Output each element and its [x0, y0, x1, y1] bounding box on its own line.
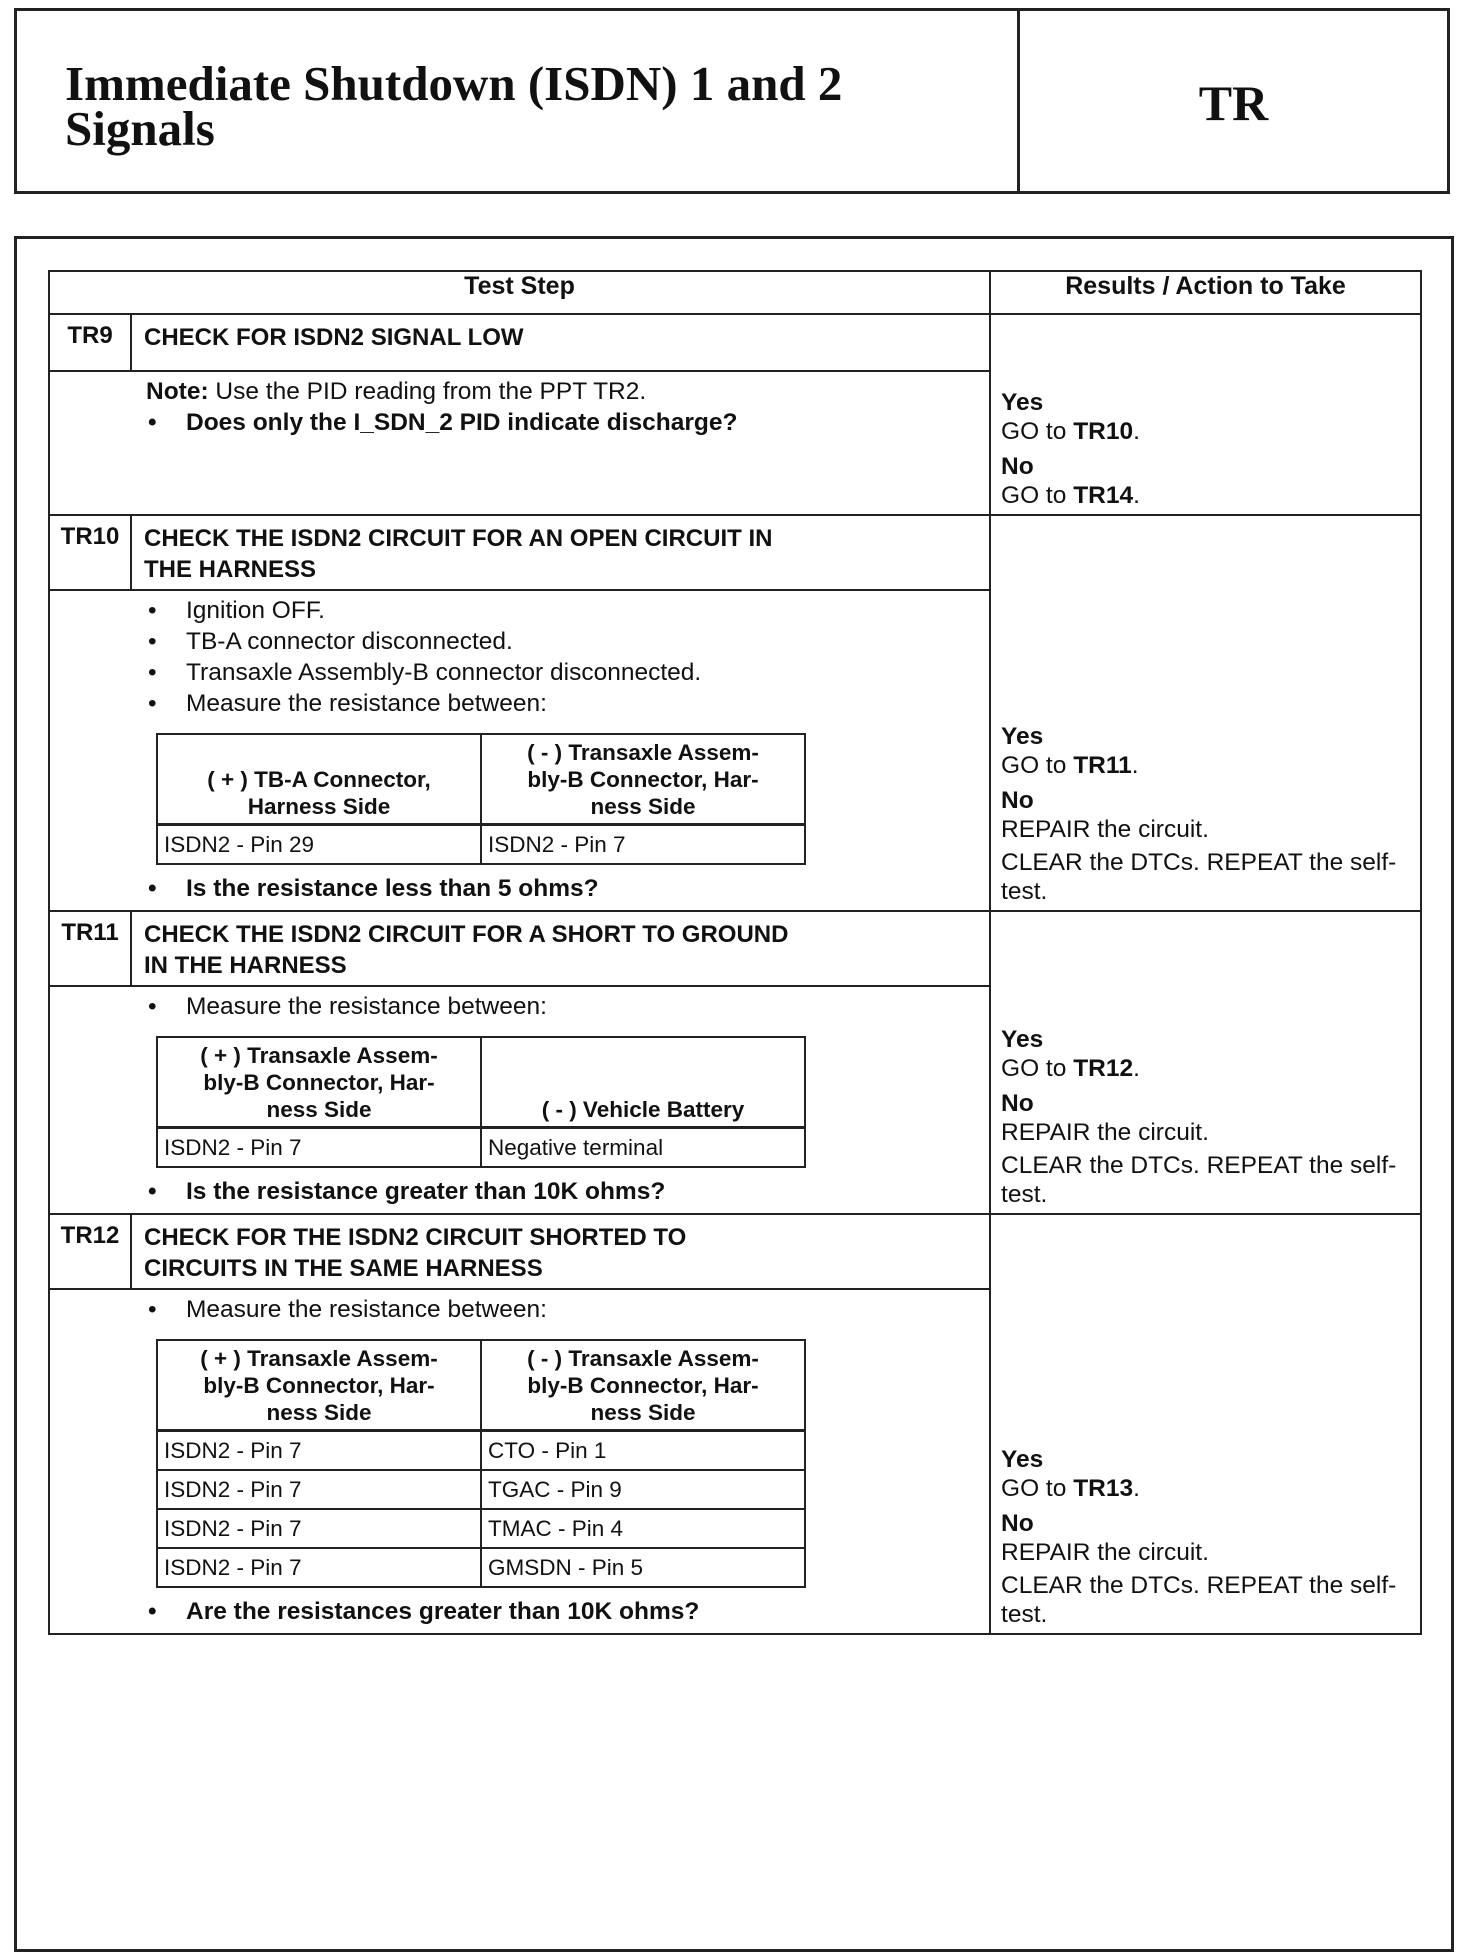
- note-text: Use the PID reading from the PPT TR2.: [208, 378, 647, 405]
- no-target-link[interactable]: TR14: [1073, 482, 1134, 509]
- no-action: GO to TR14.: [1001, 482, 1140, 509]
- bullet-item: • Measure the resistance between:: [50, 991, 989, 1022]
- step-title-line1: CHECK THE ISDN2 CIRCUIT FOR AN OPEN CIRCUIT IN: [144, 525, 773, 552]
- connector-col-plus: [157, 1037, 481, 1128]
- connector-cell: ISDN2 - Pin 7: [157, 1509, 481, 1548]
- no-label: No: [1001, 1090, 1034, 1117]
- bullet-item: • Measure the resistance between:: [50, 688, 989, 719]
- step-id: TR10: [49, 515, 131, 590]
- header-line: bly-B Connector, Har-: [203, 1070, 435, 1095]
- yes-label: Yes: [1001, 389, 1044, 416]
- step-tr12-header: [49, 1214, 1421, 1289]
- connector-col-minus: ( - ) Vehicle Battery: [481, 1037, 805, 1128]
- bullet-item: • Transaxle Assembly-B connector disconnected.: [50, 657, 989, 688]
- step-body: [49, 371, 990, 515]
- step-title-line2: IN THE HARNESS: [144, 952, 347, 979]
- yes-action: GO to TR11.: [1001, 752, 1139, 779]
- connector-cell: ISDN2 - Pin 7: [481, 825, 805, 865]
- col-test-step: Test Step: [49, 271, 990, 314]
- yes-action-text: GO to: [1001, 752, 1074, 779]
- step-id: TR12: [49, 1214, 131, 1289]
- bullet-item: • Ignition OFF.: [50, 595, 989, 626]
- no-action-text2: CLEAR the DTCs. REPEAT the self-test.: [1001, 1572, 1397, 1628]
- connector-table: [156, 1339, 806, 1588]
- step-id: TR11: [49, 911, 131, 986]
- page-title: [17, 11, 1020, 191]
- yes-action: GO to TR12.: [1001, 1055, 1140, 1082]
- step-question: • Is the resistance less than 5 ohms?: [50, 873, 989, 904]
- test-step-table: [48, 270, 1422, 1635]
- no-action-text: REPAIR the circuit.: [1001, 1119, 1209, 1146]
- yes-target-link[interactable]: TR13: [1073, 1475, 1134, 1502]
- header-line: ness Side: [266, 1400, 372, 1425]
- yes-action-text: GO to: [1001, 1055, 1074, 1082]
- table-header-row: [49, 271, 1421, 314]
- step-tr9-results: [990, 314, 1421, 515]
- header-line: ( - ) Transaxle Assem-: [527, 740, 759, 765]
- connector-cell: ISDN2 - Pin 29: [157, 825, 481, 865]
- connector-row: [157, 1431, 805, 1471]
- connector-cell: GMSDN - Pin 5: [481, 1548, 805, 1587]
- connector-row: [157, 825, 805, 865]
- no-action-text: REPAIR the circuit.: [1001, 1539, 1209, 1566]
- step-body: [49, 1289, 990, 1634]
- section-code: TR: [1198, 75, 1269, 131]
- header-line: bly-B Connector, Har-: [203, 1373, 435, 1398]
- connector-col-plus: [157, 1340, 481, 1431]
- step-tr10-header: [49, 515, 1421, 590]
- step-tr9-header: [49, 314, 1421, 371]
- connector-cell: ISDN2 - Pin 7: [157, 1128, 481, 1168]
- step-body: [49, 986, 990, 1214]
- no-label: No: [1001, 1510, 1034, 1537]
- step-title-line2: CIRCUITS IN THE SAME HARNESS: [144, 1255, 543, 1282]
- connector-header-row: [157, 1340, 805, 1431]
- no-label: No: [1001, 453, 1034, 480]
- step-tr10-results: [990, 515, 1421, 911]
- no-action-text2: CLEAR the DTCs. REPEAT the self-test.: [1001, 849, 1397, 905]
- yes-action-text: GO to: [1001, 418, 1074, 445]
- yes-label: Yes: [1001, 723, 1044, 750]
- yes-action: GO to TR10.: [1001, 418, 1140, 445]
- page-title-line2: Signals: [65, 101, 215, 156]
- step-question: • Is the resistance greater than 10K ohms?: [50, 1176, 989, 1207]
- step-question: • Does only the I_SDN_2 PID indicate discharge?: [50, 407, 989, 438]
- step-question: • Are the resistances greater than 10K ohms?: [50, 1596, 989, 1627]
- yes-target-link[interactable]: TR12: [1073, 1055, 1134, 1082]
- header-line: bly-B Connector, Har-: [527, 1373, 759, 1398]
- connector-cell: ISDN2 - Pin 7: [157, 1431, 481, 1471]
- step-title: [131, 1214, 990, 1289]
- no-label: No: [1001, 787, 1034, 814]
- step-title: [131, 515, 990, 590]
- bullet-item: • Measure the resistance between:: [50, 1294, 989, 1325]
- step-body: [49, 590, 990, 911]
- connector-col-minus: [481, 734, 805, 825]
- connector-table: [156, 733, 806, 865]
- col-results: Results / Action to Take: [990, 271, 1421, 314]
- no-action-text2: CLEAR the DTCs. REPEAT the self-test.: [1001, 1152, 1397, 1208]
- step-tr12-results: [990, 1214, 1421, 1634]
- yes-target-link[interactable]: TR11: [1073, 752, 1132, 779]
- step-title: CHECK FOR ISDN2 SIGNAL LOW: [131, 314, 990, 371]
- connector-table: [156, 1036, 806, 1168]
- note-label: Note:: [146, 378, 209, 405]
- connector-cell: Negative terminal: [481, 1128, 805, 1168]
- connector-col-minus: [481, 1340, 805, 1431]
- step-note: [50, 376, 989, 407]
- connector-row: [157, 1548, 805, 1587]
- header-line: ness Side: [590, 1400, 696, 1425]
- connector-row: [157, 1128, 805, 1168]
- page-header: [14, 8, 1450, 194]
- connector-cell: ISDN2 - Pin 7: [157, 1548, 481, 1587]
- header-line: ( + ) Transaxle Assem-: [200, 1043, 438, 1068]
- connector-row: [157, 1509, 805, 1548]
- step-tr11-header: [49, 911, 1421, 986]
- connector-col-plus: ( + ) TB-A Connector, Harness Side: [157, 734, 481, 825]
- header-line: ness Side: [266, 1097, 372, 1122]
- step-title-line1: CHECK FOR THE ISDN2 CIRCUIT SHORTED TO: [144, 1224, 687, 1251]
- yes-label: Yes: [1001, 1446, 1044, 1473]
- connector-cell: TGAC - Pin 9: [481, 1470, 805, 1509]
- header-line: ( + ) Transaxle Assem-: [200, 1346, 438, 1371]
- step-tr11-results: [990, 911, 1421, 1214]
- header-line: ( - ) Transaxle Assem-: [527, 1346, 759, 1371]
- connector-cell: ISDN2 - Pin 7: [157, 1470, 481, 1509]
- step-title-line2: THE HARNESS: [144, 556, 317, 583]
- yes-action-text: GO to: [1001, 1475, 1074, 1502]
- connector-header-row: [157, 734, 805, 825]
- yes-target-link[interactable]: TR10: [1073, 418, 1134, 445]
- connector-cell: CTO - Pin 1: [481, 1431, 805, 1471]
- connector-cell: TMAC - Pin 4: [481, 1509, 805, 1548]
- connector-header-row: [157, 1037, 805, 1128]
- header-line: ness Side: [590, 794, 696, 819]
- header-line: bly-B Connector, Har-: [527, 767, 759, 792]
- step-id: TR9: [49, 314, 131, 371]
- page-title-line1: Immediate Shutdown (ISDN) 1 and 2: [65, 56, 843, 111]
- no-action-text: GO to: [1001, 482, 1074, 509]
- connector-row: [157, 1470, 805, 1509]
- yes-label: Yes: [1001, 1026, 1044, 1053]
- no-action-text: REPAIR the circuit.: [1001, 816, 1209, 843]
- step-title: [131, 911, 990, 986]
- step-title-line1: CHECK THE ISDN2 CIRCUIT FOR A SHORT TO GROUND: [144, 921, 789, 948]
- bullet-item: • TB-A connector disconnected.: [50, 626, 989, 657]
- yes-action: GO to TR13.: [1001, 1475, 1140, 1502]
